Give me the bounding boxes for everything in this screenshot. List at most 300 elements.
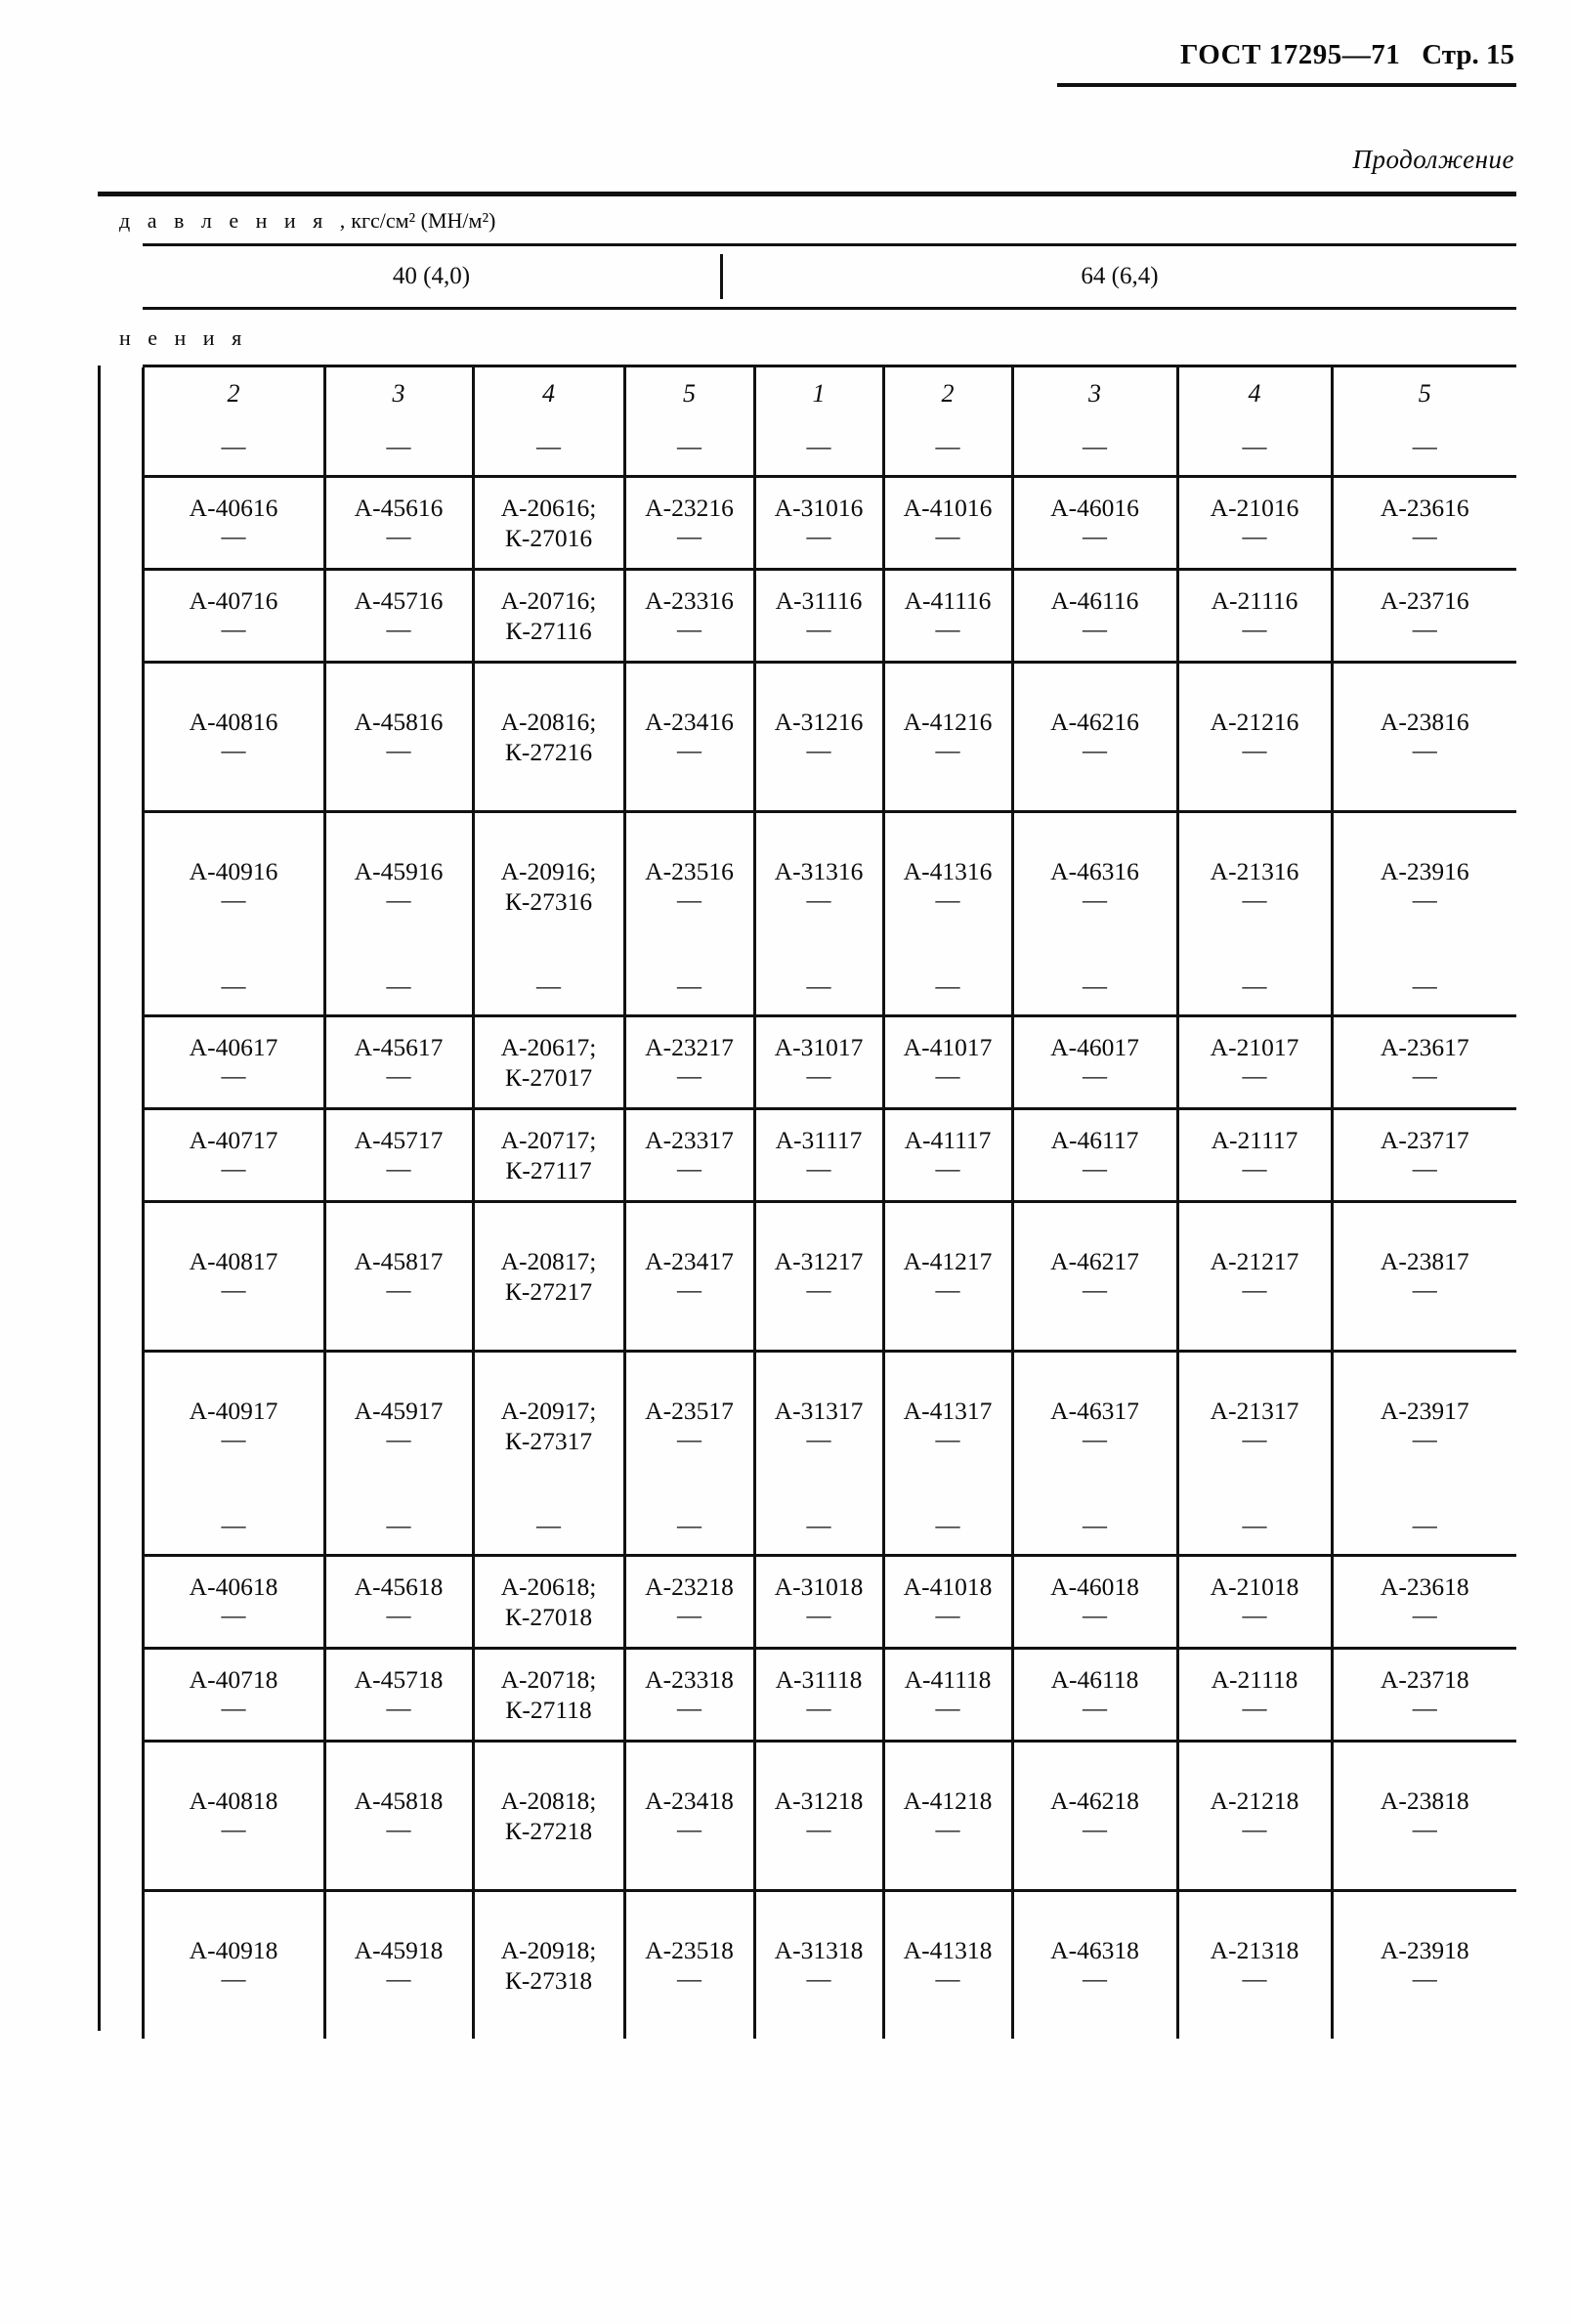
part-code: A-41218 [903,1786,993,1816]
cell-content [1014,1658,1176,1731]
part-code: A-45918 [354,1936,444,1965]
part-code: A-23317 [645,1126,734,1155]
part-code: A-41118 [904,1665,992,1695]
dash-mark: — [1412,1063,1437,1091]
cell-content [475,1780,623,1852]
dash-mark: — [677,972,701,1000]
dash-mark: — [221,617,246,644]
part-code-alt: К-27018 [504,1603,593,1631]
cell-content [626,1506,753,1548]
table-cell [143,1109,324,1202]
dash-mark: — [677,1696,701,1723]
cell-content [326,427,472,469]
part-code-alt: К-27017 [504,1063,593,1092]
part-code: A-40816 [189,708,278,737]
part-code: A-23217 [645,1033,734,1062]
table-cell [1012,570,1177,663]
cell-content [756,1658,882,1731]
cell-content [1014,850,1176,923]
table-row-block-18-0 [98,1499,1516,1556]
table-cell [1332,812,1516,961]
dash-mark: — [806,1817,831,1844]
dash-mark: — [677,1156,701,1184]
cell-content [145,1119,323,1191]
cell-content [756,1566,882,1638]
part-code: A-31218 [774,1786,864,1816]
dash-mark: — [386,433,411,460]
table-cell [883,570,1012,663]
col-header-3: 4 [473,367,624,420]
table-row-block-16-4 [98,812,1516,961]
part-code: A-20916; [500,856,597,885]
dash-mark: — [1083,1277,1107,1305]
table-cell [1177,960,1332,1016]
part-code-alt: К-27118 [505,1696,592,1724]
dash-mark: — [386,1512,411,1539]
dash-mark: — [1412,887,1437,915]
part-code: A-23618 [1380,1572,1469,1602]
dash-mark: — [221,1966,246,1994]
cell-content [756,1506,882,1548]
table-cell [883,1352,1012,1500]
table-grid [98,367,1516,2039]
part-code: A-20617; [500,1032,597,1061]
part-code: A-23916 [1380,857,1469,886]
table-cell [1012,1891,1177,2040]
dash-mark: — [677,1063,701,1091]
col-header-8: 4 [1177,367,1332,420]
dash-mark: — [386,738,411,765]
cell-content [475,1566,623,1638]
part-code: A-31118 [775,1665,863,1695]
table-cell [1012,663,1177,812]
cell-content [475,487,623,559]
pressure-group-row [98,246,1516,307]
table-cell [883,1649,1012,1742]
cell-content [756,1390,882,1462]
dash-mark: — [221,887,246,915]
cell-content [1334,850,1517,923]
cell-content [1334,701,1517,773]
cell-content [145,1780,323,1852]
table-cell [324,1556,473,1649]
dash-mark: — [1083,617,1107,644]
dash-mark: — [1242,1817,1267,1844]
part-code: A-23418 [645,1786,734,1816]
part-code: A-40616 [189,494,278,523]
table-cell [1177,1016,1332,1109]
cell-content [756,427,882,469]
part-code: A-41318 [903,1936,993,1965]
part-code: A-23218 [645,1572,734,1602]
row-gutter [98,1499,143,1556]
cell-content [756,487,882,559]
dash-mark: — [677,433,701,460]
table-cell [754,663,883,812]
table-cell [883,812,1012,961]
table-cell [1332,570,1516,663]
part-code: A-21016 [1210,494,1299,523]
dash-mark: — [1083,1512,1107,1539]
cell-content [626,850,753,923]
dash-mark: — [1242,1966,1267,1994]
dash-mark: — [935,972,960,1000]
cell-content [885,967,1011,1009]
part-code: A-45818 [354,1786,444,1816]
table-cell [473,1742,624,1891]
pressure-group-64: 64 (6,4) [1081,263,1159,289]
table-cell [1177,570,1332,663]
cell-content [326,1929,472,2001]
cell-content [885,1119,1011,1191]
dash-mark: — [221,1277,246,1305]
table-cell [143,420,324,477]
cell-content [885,1390,1011,1462]
table-cell [324,1016,473,1109]
cell-content [1334,1780,1517,1852]
dash-mark: — [1242,972,1267,1000]
part-code: A-21317 [1210,1397,1299,1426]
table-cell [473,1202,624,1352]
dash-mark: — [806,972,831,1000]
table-row-block-18-1 [98,1556,1516,1649]
part-code: A-46316 [1050,857,1139,886]
dash-mark: — [1083,738,1107,765]
table-cell [754,477,883,570]
dash-mark: — [221,524,246,551]
cell-content [626,1119,753,1191]
dash-mark: — [935,1156,960,1184]
cell-content [1334,1658,1517,1731]
table-cell [473,1352,624,1500]
table-cell [1332,663,1516,812]
table-cell [1177,1556,1332,1649]
cell-content [756,1780,882,1852]
dash-mark: — [1412,1277,1437,1305]
cell-content [885,487,1011,559]
dash-mark: — [677,1277,701,1305]
dash-mark: — [1412,617,1437,644]
cell-content [1179,427,1331,469]
table-cell [624,1202,754,1352]
cell-content [145,967,323,1009]
dash-mark: — [806,1966,831,1994]
part-code: A-31017 [774,1033,864,1062]
dash-mark: — [677,1817,701,1844]
cell-content [1014,1566,1176,1638]
cell-content [885,850,1011,923]
table-cell [143,1649,324,1742]
cell-content [1334,580,1517,652]
part-code: A-41116 [904,586,992,616]
table-cell [143,960,324,1016]
table-cell [1177,1352,1332,1500]
dash-mark: — [935,433,960,460]
cell-content [626,427,753,469]
table-cell [324,1649,473,1742]
part-code: A-23718 [1380,1665,1469,1695]
cell-content [885,1658,1011,1731]
cell-content [1334,1119,1517,1191]
part-code: A-31318 [774,1936,864,1965]
dash-mark: — [1083,1966,1107,1994]
cell-content [1334,1506,1517,1548]
pressure-header-label [98,196,1516,243]
part-code: A-23416 [645,708,734,737]
cell-content [1334,1390,1517,1462]
pressure-header-units: кгс/см² (МН/м²) [351,208,496,233]
cell-content [326,1240,472,1313]
table-cell [1012,477,1177,570]
part-code: A-40817 [189,1247,278,1276]
part-code: A-45616 [354,494,444,523]
table-cell [754,420,883,477]
table-cell [624,663,754,812]
cell-content [475,1119,623,1191]
table-cell [324,812,473,961]
part-code: A-23918 [1380,1936,1469,1965]
table-cell [143,1016,324,1109]
dash-mark: — [935,887,960,915]
dash-mark: — [935,1063,960,1091]
part-code: A-21216 [1210,708,1299,737]
table-row-block-17-2 [98,1109,1516,1202]
dash-mark: — [677,1966,701,1994]
dash-mark: — [677,1427,701,1454]
table-cell [473,1109,624,1202]
table-cell [324,1202,473,1352]
part-code: A-23316 [645,586,734,616]
row-gutter [98,1202,143,1352]
cell-content [1179,487,1331,559]
table-cell [1177,1202,1332,1352]
part-code: A-20817; [500,1246,597,1275]
cell-content [145,1929,323,2001]
part-code: A-23517 [645,1397,734,1426]
cell-content [475,967,623,1009]
table-cell [754,1556,883,1649]
dash-mark: — [1412,1817,1437,1844]
table-cell [883,1556,1012,1649]
part-code-alt: К-27216 [504,738,593,766]
dash-mark: — [677,617,701,644]
table-cell [324,1742,473,1891]
table-cell [324,663,473,812]
table-cell [473,1891,624,2040]
part-code: A-20818; [500,1786,597,1815]
dash-mark: — [386,617,411,644]
dash-mark: — [1083,1427,1107,1454]
dash-mark: — [1083,1696,1107,1723]
part-code: A-46018 [1050,1572,1139,1602]
table-cell [143,1742,324,1891]
table-cell [324,1352,473,1500]
row-gutter [98,1742,143,1891]
cell-content [756,1026,882,1098]
part-code: A-23318 [645,1665,734,1695]
cell-content [1179,1026,1331,1098]
part-code: A-23216 [645,494,734,523]
dash-mark: — [221,738,246,765]
part-code: A-40918 [189,1936,278,1965]
page-header [1180,39,1514,71]
part-code: A-40718 [189,1665,278,1695]
dash-mark: — [1412,1156,1437,1184]
cell-content [475,1506,623,1548]
part-code: A-45717 [354,1126,444,1155]
part-code-alt: К-27317 [504,1427,593,1455]
dash-mark: — [386,1156,411,1184]
part-code: A-40716 [189,586,278,616]
row-gutter [98,960,143,1016]
table-row-block-16-2 [98,570,1516,663]
dash-mark: — [935,738,960,765]
table-cell [1177,1499,1332,1556]
col-header-5: 1 [754,367,883,420]
cell-content [145,701,323,773]
dash-mark: — [1412,524,1437,551]
cell-content [626,701,753,773]
table-cell [1177,1109,1332,1202]
part-code: A-40617 [189,1033,278,1062]
col-header-2: 3 [324,367,473,420]
cell-content [145,1026,323,1098]
col-header-6: 2 [883,367,1012,420]
part-code: A-20717; [500,1125,597,1154]
cell-content [145,1240,323,1313]
second-header-label: н е н и я [119,325,248,350]
dash-mark: — [386,1817,411,1844]
cell-content [145,1658,323,1731]
cell-content [1179,1566,1331,1638]
cell-content [885,1929,1011,2001]
part-code: A-20618; [500,1571,597,1601]
cell-content [145,427,323,469]
part-code: A-20816; [500,707,597,736]
cell-content [885,1506,1011,1548]
part-code: A-31316 [774,857,864,886]
cell-content [756,850,882,923]
table-cell [624,1499,754,1556]
dash-mark: — [386,1277,411,1305]
part-code: A-40618 [189,1572,278,1602]
table-head [98,367,1516,420]
part-code: A-46116 [1050,586,1139,616]
table-cell [1332,420,1516,477]
row-gutter [98,570,143,663]
part-code: A-40818 [189,1786,278,1816]
table-cell [624,477,754,570]
cell-content [1179,1506,1331,1548]
table-cell [324,1891,473,2040]
part-code: A-46217 [1050,1247,1139,1276]
part-code: A-21116 [1211,586,1298,616]
part-code: A-31116 [775,586,863,616]
dash-mark: — [1412,1966,1437,1994]
table-cell [624,420,754,477]
dash-mark: — [221,1696,246,1723]
table-cell [1012,1499,1177,1556]
dash-mark: — [1412,1427,1437,1454]
cell-content [1334,1026,1517,1098]
part-code: A-45718 [354,1665,444,1695]
cell-content [626,1390,753,1462]
table-cell [624,1109,754,1202]
cell-content [326,701,472,773]
dash-mark: — [806,524,831,551]
part-code: A-40916 [189,857,278,886]
table-cell [1012,1016,1177,1109]
cell-content [326,1026,472,1098]
dash-mark: — [806,433,831,460]
cell-content [475,850,623,923]
dash-mark: — [806,887,831,915]
table-cell [1177,477,1332,570]
cell-content [475,1929,623,2001]
cell-content [1179,1390,1331,1462]
column-number-row [98,367,1516,420]
part-code: A-20616; [500,493,597,522]
cell-content [326,1119,472,1191]
table-row-block-17-4 [98,1352,1516,1500]
cell-content [1179,967,1331,1009]
part-code: A-20918; [500,1935,597,1964]
table-cell [883,1016,1012,1109]
part-code: A-20716; [500,585,597,615]
dash-mark: — [386,887,411,915]
cell-content [1014,1240,1176,1313]
part-code: A-21218 [1210,1786,1299,1816]
dash-mark: — [386,524,411,551]
table-row-block-17-0 [98,960,1516,1016]
row-gutter [98,477,143,570]
dash-mark: — [536,433,561,460]
table-cell [473,1016,624,1109]
table-cell [473,1556,624,1649]
cell-content [756,967,882,1009]
cell-content [1014,1780,1176,1852]
table-cell [1012,1202,1177,1352]
table-row-block-18-3 [98,1742,1516,1891]
cell-content [326,1658,472,1731]
dash-mark: — [1242,1063,1267,1091]
cell-content [626,580,753,652]
dash-mark: — [806,738,831,765]
cell-content [1179,580,1331,652]
cell-content [326,487,472,559]
dash-mark: — [386,972,411,1000]
part-code: A-41317 [903,1397,993,1426]
table-cell [883,1891,1012,2040]
table-cell [624,1016,754,1109]
dash-mark: — [806,1512,831,1539]
col-header-1: 2 [143,367,324,420]
table-cell [754,570,883,663]
cell-content [756,1929,882,2001]
dash-mark: — [221,1063,246,1091]
table-cell [1012,1556,1177,1649]
cell-content [1179,1929,1331,2001]
part-code: A-45917 [354,1397,444,1426]
part-code-alt: К-27116 [505,617,592,645]
table-cell [473,663,624,812]
dash-mark: — [1242,738,1267,765]
cell-content [1179,1658,1331,1731]
dash-mark: — [1242,1277,1267,1305]
page-number: Стр. 15 [1422,39,1514,70]
cell-content [885,1240,1011,1313]
part-code: A-45816 [354,708,444,737]
